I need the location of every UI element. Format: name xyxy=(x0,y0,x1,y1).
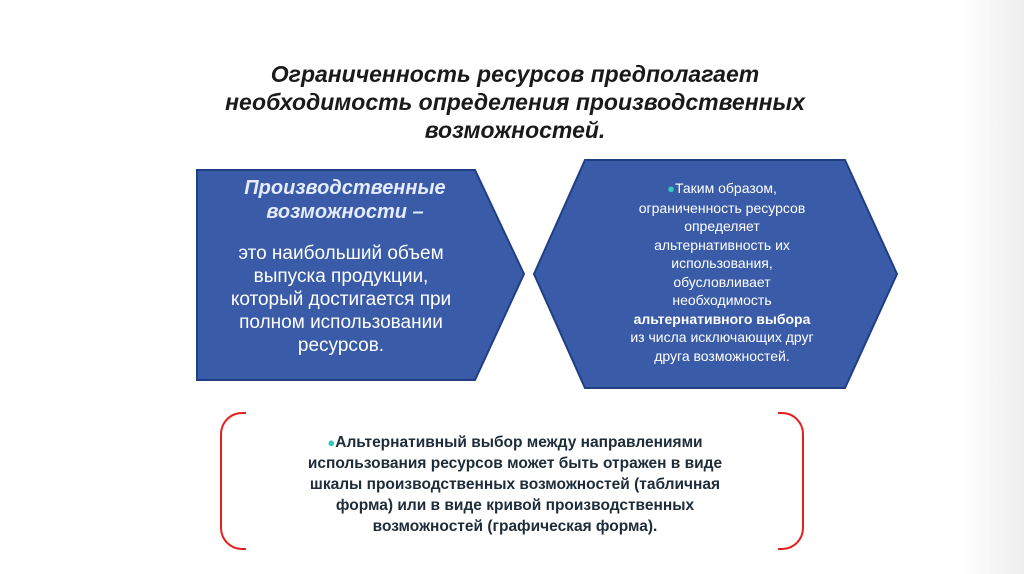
title-line-2: необходимость определения производственных xyxy=(225,89,805,115)
heading-line-1: Производственные xyxy=(244,177,446,199)
right-line-1: ●Таким образом, xyxy=(667,180,777,196)
right-line-5: использования, xyxy=(671,255,773,271)
title-line-1: Ограниченность ресурсов предполагает xyxy=(270,61,760,87)
bottom-line-1: ●Альтернативный выбор между направлениями xyxy=(327,434,703,451)
right-line-9: из числа исключающих друг xyxy=(630,329,814,345)
right-line-2: ограниченность ресурсов xyxy=(638,199,806,216)
body-line-2: выпуска продукции, xyxy=(253,266,429,287)
body-line-5: ресурсов. xyxy=(297,335,385,356)
bottom-line-5: возможностей (графическая форма). xyxy=(372,518,658,535)
definition-heading xyxy=(208,176,482,224)
conclusion-text xyxy=(240,432,790,537)
title-line-3: возможностей. xyxy=(424,117,606,143)
heading-line-2: возможности – xyxy=(266,201,424,223)
bullet-icon: ● xyxy=(667,181,675,196)
right-line-4: альтернативность их xyxy=(654,236,790,253)
body-line-4: полном использовании xyxy=(239,312,443,333)
alternative-choice-text xyxy=(572,179,872,365)
right-line-3: определяет xyxy=(684,218,760,234)
bottom-line-4: форма) или в виде кривой производственных xyxy=(335,497,695,514)
body-line-3: который достигается при xyxy=(230,289,452,310)
body-line-1: это наибольший объем xyxy=(238,243,444,264)
bottom-line-3: шкалы производственных возможностей (табличная xyxy=(309,476,721,493)
production-capacity-definition xyxy=(200,176,482,357)
definition-body xyxy=(200,242,482,357)
bottom-line-2: использования ресурсов может быть отражен в виде xyxy=(307,455,723,472)
right-line-8: альтернативного выбора xyxy=(633,310,811,327)
right-line-7: необходимость xyxy=(672,292,772,308)
right-line-6: обусловливает xyxy=(673,273,771,290)
bullet-icon: ● xyxy=(327,435,336,450)
right-line-10: друга возможностей. xyxy=(654,347,790,364)
